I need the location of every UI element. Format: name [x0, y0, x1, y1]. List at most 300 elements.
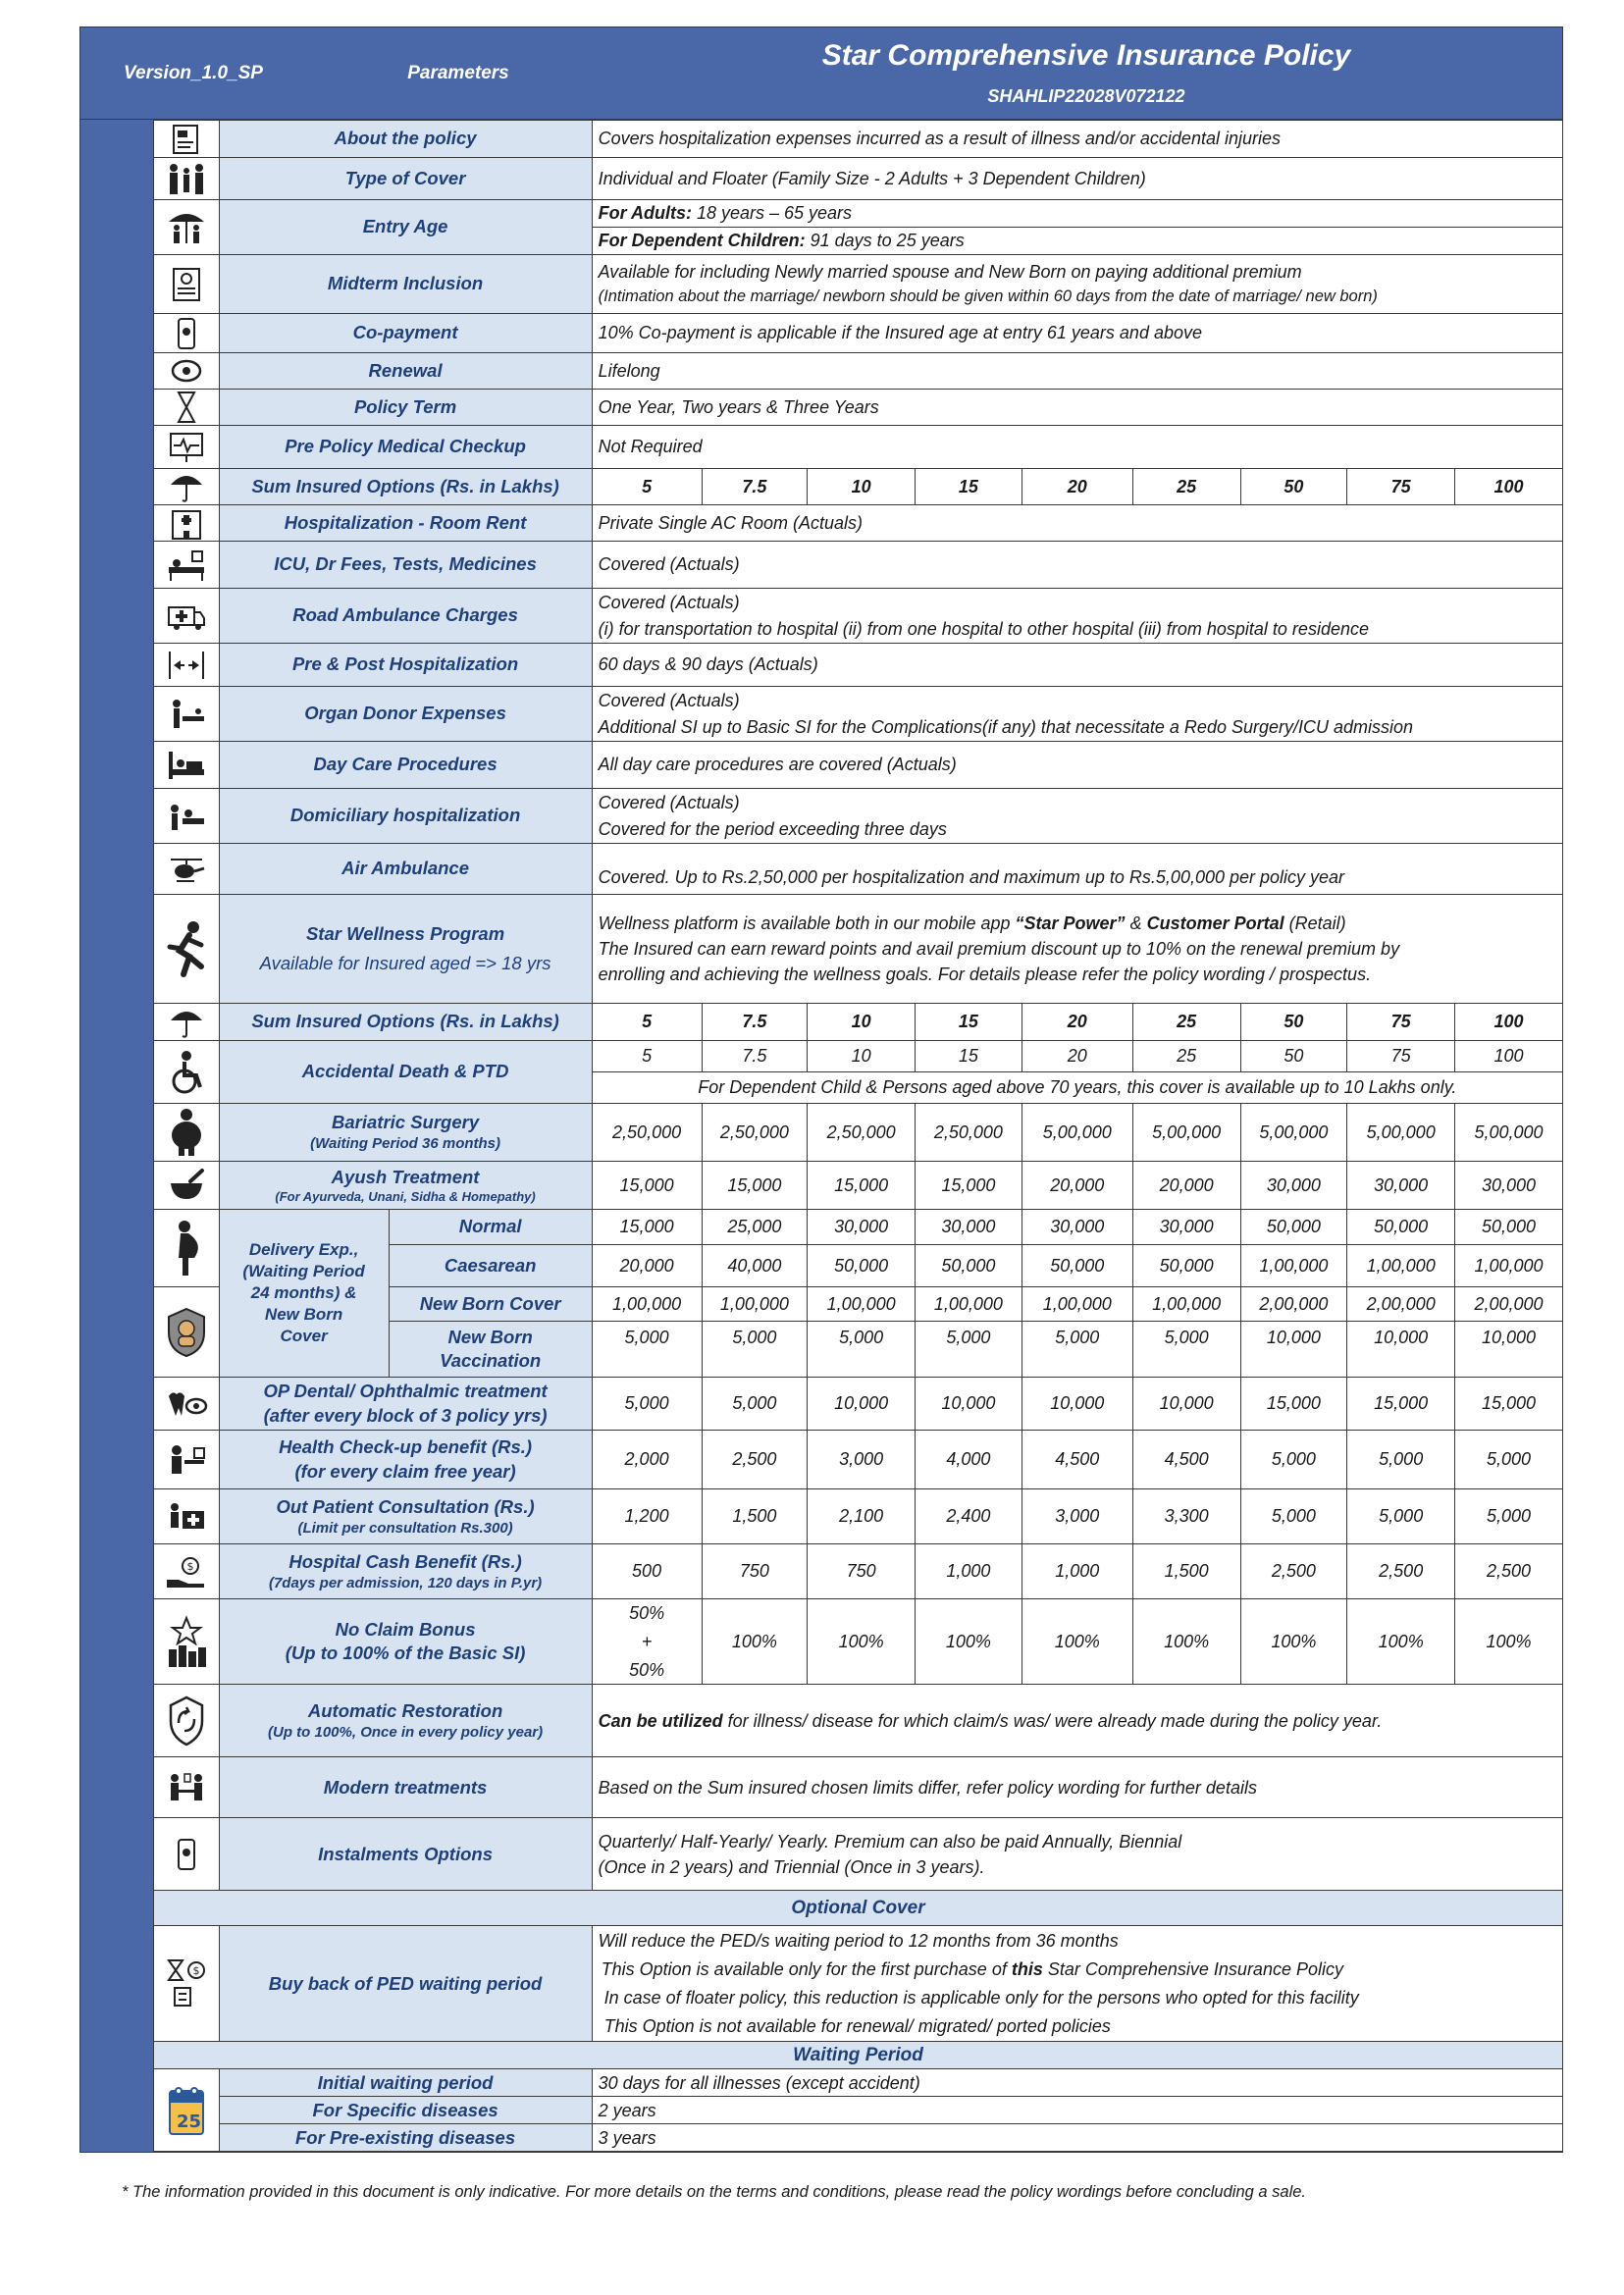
newborn-cover-value: 2,00,000 — [1347, 1287, 1455, 1322]
si-header-cell: 50 — [1240, 469, 1347, 505]
op-dental-value: 10,000 — [1132, 1378, 1240, 1431]
row-copay — [154, 314, 1563, 353]
hourglass-icon — [165, 390, 208, 425]
opd-value: 3,000 — [1022, 1489, 1132, 1544]
op-dental-value: 10,000 — [916, 1378, 1022, 1431]
ncb-first-l1: 50% — [629, 1603, 665, 1623]
newborn-cover-value: 1,00,000 — [808, 1287, 916, 1322]
restoration-text-cell — [592, 1685, 1562, 1757]
si-header-cell: 25 — [1132, 469, 1240, 505]
pregnant-woman-icon — [165, 1219, 208, 1278]
row-delivery-normal — [154, 1210, 1563, 1245]
accidental-value: 5 — [592, 1041, 702, 1072]
health-checkup-value: 4,500 — [1022, 1431, 1132, 1489]
hospital-cash-value: 2,500 — [1347, 1544, 1455, 1599]
ayush-value: 15,000 — [702, 1162, 808, 1210]
row-buy-back-ped — [154, 1926, 1563, 2042]
opd-value: 1,500 — [702, 1489, 808, 1544]
normal-value: 50,000 — [1240, 1210, 1347, 1245]
opd-label-cell — [219, 1489, 592, 1544]
customer-portal: Customer Portal — [1146, 913, 1284, 933]
doctor-consult-icon — [165, 1442, 208, 1478]
ncb-value: 100% — [1455, 1599, 1563, 1685]
si-header-cell: 50 — [1240, 1004, 1347, 1041]
cash-hand-icon — [165, 1554, 208, 1590]
caesarean-value: 50,000 — [916, 1245, 1022, 1287]
ncb-label2: (Up to 100% of the Basic SI) — [285, 1643, 526, 1664]
wellness-line2: The Insured can earn reward points and avail premium discount up to 10% on the renewal premium by — [598, 938, 1400, 959]
instalments-cell — [592, 1818, 1562, 1891]
vaccination-value: 5,000 — [592, 1322, 702, 1378]
row-sum-insured-2 — [154, 1004, 1563, 1041]
air-ambulance-text: Covered. Up to Rs.2,50,000 per hospitalization and maximum up to Rs.5,00,000 per policy year — [592, 844, 1562, 895]
newborn-cover-label: New Born Cover — [389, 1287, 592, 1322]
policy-uin: SHAHLIP22028V072122 — [987, 86, 1185, 106]
buy-back-label: Buy back of PED waiting period — [219, 1926, 592, 2042]
policy-document — [79, 26, 1563, 2153]
op-dental-value: 15,000 — [1240, 1378, 1347, 1431]
initial-waiting-value: 30 days for all illnesses (except accident) — [592, 2069, 1562, 2097]
row-term — [154, 390, 1563, 426]
instalments-text2: (Once in 2 years) and Triennial (Once in 3 years). — [598, 1856, 985, 1877]
domiciliary-cell — [592, 789, 1562, 844]
accidental-label: Accidental Death & PTD — [219, 1041, 592, 1104]
si-header-cell: 20 — [1022, 469, 1132, 505]
adults-value: 18 years – 65 years — [691, 203, 853, 224]
sum-insured-label-1: Sum Insured Options (Rs. in Lakhs) — [219, 469, 592, 505]
delivery-label-l3: 24 months) & — [250, 1282, 357, 1302]
certificate-icon — [165, 267, 208, 302]
op-dental-value: 5,000 — [702, 1378, 808, 1431]
op-dental-value: 10,000 — [808, 1378, 916, 1431]
hospital-cash-value: 750 — [702, 1544, 808, 1599]
accidental-value: 7.5 — [702, 1041, 808, 1072]
bariatric-value: 2,50,000 — [702, 1104, 808, 1162]
home-care-icon — [165, 799, 208, 834]
vaccination-value: 5,000 — [808, 1322, 916, 1378]
op-dental-label-cell — [219, 1378, 592, 1431]
row-room-rent — [154, 505, 1563, 542]
ayush-value: 30,000 — [1455, 1162, 1563, 1210]
children-value: 91 days to 25 years — [805, 231, 965, 251]
newborn-cover-value: 1,00,000 — [592, 1287, 702, 1322]
bariatric-value: 5,00,000 — [1132, 1104, 1240, 1162]
restoration-label: Automatic Restoration — [307, 1700, 503, 1722]
ncb-first-l3: 50% — [629, 1659, 665, 1680]
row-air-ambulance — [154, 844, 1563, 895]
hospital-cash-value: 1,000 — [1022, 1544, 1132, 1599]
domiciliary-text1: Covered (Actuals) — [598, 793, 740, 813]
newborn-cover-value: 1,00,000 — [1132, 1287, 1240, 1322]
buy-back-cell — [592, 1926, 1562, 2042]
ncb-value: 100% — [1022, 1599, 1132, 1685]
organ-donor-text1: Covered (Actuals) — [598, 691, 740, 711]
health-checkup-value: 4,000 — [916, 1431, 1022, 1489]
specific-diseases-label: For Specific diseases — [219, 2097, 592, 2124]
newborn-cover-value: 2,00,000 — [1455, 1287, 1563, 1322]
bariatric-value: 2,50,000 — [592, 1104, 702, 1162]
ayush-value: 15,000 — [916, 1162, 1022, 1210]
normal-value: 30,000 — [916, 1210, 1022, 1245]
copay-text: 10% Co-payment is applicable if the Insured age at entry 61 years and above — [592, 314, 1562, 353]
bariatric-label-cell — [219, 1104, 592, 1162]
accidental-value: 25 — [1132, 1041, 1240, 1072]
caesarean-value: 1,00,000 — [1240, 1245, 1347, 1287]
si-header-cell: 100 — [1455, 469, 1563, 505]
vaccination-value: 5,000 — [1132, 1322, 1240, 1378]
arrows-both-ways-icon — [165, 648, 208, 683]
caesarean-value: 50,000 — [808, 1245, 916, 1287]
caesarean-value: 20,000 — [592, 1245, 702, 1287]
about-text: Covers hospitalization expenses incurred as a result of illness and/or accidental injuries — [592, 121, 1562, 158]
adults-label: For Adults: — [598, 203, 692, 224]
normal-value: 25,000 — [702, 1210, 808, 1245]
hospital-cash-value: 750 — [808, 1544, 916, 1599]
normal-value: 30,000 — [808, 1210, 916, 1245]
hospital-cash-value: 2,500 — [1455, 1544, 1563, 1599]
star-power-app: “Star Power” — [1015, 913, 1126, 933]
row-cover-type — [154, 158, 1563, 200]
vaccination-value: 10,000 — [1347, 1322, 1455, 1378]
term-text: One Year, Two years & Three Years — [592, 390, 1562, 426]
checkup-label: Pre Policy Medical Checkup — [219, 426, 592, 469]
mobile-payment-icon — [165, 1837, 208, 1872]
si-header-cell: 7.5 — [702, 469, 808, 505]
row-specific-diseases — [154, 2097, 1563, 2124]
hospital-cash-value: 1,500 — [1132, 1544, 1240, 1599]
vaccination-value: 10,000 — [1240, 1322, 1347, 1378]
road-ambulance-label: Road Ambulance Charges — [219, 589, 592, 644]
row-pre-post — [154, 644, 1563, 687]
caesarean-value: 1,00,000 — [1455, 1245, 1563, 1287]
ayush-value: 20,000 — [1132, 1162, 1240, 1210]
ayush-value: 15,000 — [592, 1162, 702, 1210]
ncb-label-cell — [219, 1599, 592, 1685]
si-header-cell: 10 — [808, 1004, 916, 1041]
pre-post-text: 60 days & 90 days (Actuals) — [592, 644, 1562, 687]
family-icon — [165, 161, 208, 196]
wellness-cell — [592, 895, 1562, 1004]
opd-value: 2,100 — [808, 1489, 916, 1544]
row-checkup — [154, 426, 1563, 469]
buy-back-line3: In case of floater policy, this reduction is applicable only for the persons who opted for this facility — [603, 1987, 1359, 2008]
accidental-value: 15 — [916, 1041, 1022, 1072]
ayush-value: 15,000 — [808, 1162, 916, 1210]
opd-value: 2,400 — [916, 1489, 1022, 1544]
restoration-label-cell — [219, 1685, 592, 1757]
health-checkup-label-cell — [219, 1431, 592, 1489]
row-modern — [154, 1757, 1563, 1818]
ncb-label: No Claim Bonus — [335, 1619, 476, 1641]
health-checkup-value: 2,000 — [592, 1431, 702, 1489]
waiting-period-section-label: Waiting Period — [154, 2042, 1563, 2069]
icu-bed-icon — [165, 548, 208, 583]
row-pre-existing — [154, 2124, 1563, 2152]
renewal-label: Renewal — [219, 353, 592, 390]
row-health-checkup — [154, 1431, 1563, 1489]
entry-age-label: Entry Age — [219, 200, 592, 255]
domiciliary-label: Domiciliary hospitalization — [219, 789, 592, 844]
ncb-first-l2: + — [641, 1631, 653, 1651]
renew-cycle-icon — [165, 353, 208, 389]
tooth-eye-icon — [165, 1386, 208, 1422]
buy-back-line2 — [599, 1956, 1556, 1984]
normal-value: 15,000 — [592, 1210, 702, 1245]
domiciliary-text2: Covered for the period exceeding three days — [598, 818, 947, 839]
newborn-cover-value: 1,00,000 — [916, 1287, 1022, 1322]
pre-existing-value: 3 years — [592, 2124, 1562, 2152]
wellness-line1-e: (Retail) — [1283, 913, 1346, 933]
wellness-line1 — [599, 911, 1556, 936]
policy-title: Star Comprehensive Insurance Policy — [821, 39, 1351, 72]
row-opd — [154, 1489, 1563, 1544]
restoration-sublabel: (Up to 100%, Once in every policy year) — [268, 1724, 544, 1742]
accidental-value: 20 — [1022, 1041, 1132, 1072]
row-instalments — [154, 1818, 1563, 1891]
bonus-city-icon — [165, 1614, 208, 1669]
health-checkup-label: Health Check-up benefit (Rs.) — [279, 1436, 533, 1458]
wellness-sublabel: Available for Insured aged => 18 yrs — [259, 953, 551, 973]
accidental-note: For Dependent Child & Persons aged above 70 years, this cover is available up to 10 Lakhs only. — [592, 1072, 1562, 1104]
ncb-first-value — [592, 1599, 702, 1685]
row-initial-waiting — [154, 2069, 1563, 2097]
svg-text:$: $ — [186, 1559, 194, 1573]
si-header-cell: 7.5 — [702, 1004, 808, 1041]
row-ayush — [154, 1162, 1563, 1210]
footnote: * The information provided in this document is only indicative. For more details on the terms and conditions, please read the policy wordings before concluding a sale. — [122, 2183, 1306, 2201]
svg-text:$: $ — [192, 1963, 200, 1977]
ambulance-icon — [165, 599, 208, 634]
buy-back-line2-c: Star Comprehensive Insurance Policy — [1042, 1959, 1343, 1980]
runner-icon — [160, 917, 213, 980]
accidental-value: 50 — [1240, 1041, 1347, 1072]
opd-value: 5,000 — [1455, 1489, 1563, 1544]
ayush-sublabel: (For Ayurveda, Unani, Sidha & Homepathy) — [275, 1188, 536, 1204]
row-road-ambulance — [154, 589, 1563, 644]
normal-value: 50,000 — [1347, 1210, 1455, 1245]
hospital-cash-label: Hospital Cash Benefit (Rs.) — [288, 1550, 522, 1572]
day-care-bed-icon — [165, 748, 208, 783]
opd-value: 5,000 — [1347, 1489, 1455, 1544]
road-ambulance-text2: (i) for transportation to hospital (ii) from one hospital to other hospital (iii) from hospital to residence — [598, 618, 1369, 639]
health-checkup-value: 5,000 — [1240, 1431, 1347, 1489]
mobile-payment-icon — [165, 316, 208, 351]
specific-diseases-value: 2 years — [592, 2097, 1562, 2124]
midterm-text-cell — [592, 255, 1562, 314]
newborn-cover-value: 2,00,000 — [1240, 1287, 1347, 1322]
ncb-value: 100% — [702, 1599, 808, 1685]
helicopter-icon — [165, 852, 208, 887]
about-label: About the policy — [219, 121, 592, 158]
vaccination-value: 5,000 — [1022, 1322, 1132, 1378]
delivery-label-l1: Delivery Exp., — [248, 1239, 359, 1259]
organ-donor-cell — [592, 687, 1562, 742]
caesarean-label: Caesarean — [389, 1245, 592, 1287]
newborn-cover-value: 1,00,000 — [702, 1287, 808, 1322]
bariatric-value: 5,00,000 — [1455, 1104, 1563, 1162]
op-dental-value: 10,000 — [1022, 1378, 1132, 1431]
restoration-bold: Can be utilized — [598, 1710, 723, 1731]
header-bar — [79, 26, 1563, 120]
instalments-text1: Quarterly/ Half-Yearly/ Yearly. Premium can also be paid Annually, Biennial — [598, 1831, 1182, 1852]
icu-text: Covered (Actuals) — [592, 542, 1562, 589]
hospital-cash-value: 1,000 — [916, 1544, 1022, 1599]
hospital-cash-sublabel: (7days per admission, 120 days in P.yr) — [268, 1574, 543, 1591]
op-dental-value: 15,000 — [1347, 1378, 1455, 1431]
row-day-care — [154, 742, 1563, 789]
row-optional-cover-header — [154, 1891, 1563, 1926]
delivery-label-l4: New Born — [264, 1305, 343, 1325]
wellness-label-cell — [219, 895, 592, 1004]
ncb-value: 100% — [1240, 1599, 1347, 1685]
midterm-note: (Intimation about the marriage/ newborn should be given within 60 days from the date of marriage/ new born) — [598, 287, 1378, 305]
row-midterm — [154, 255, 1563, 314]
hospital-cash-value: 2,500 — [1240, 1544, 1347, 1599]
cover-type-label: Type of Cover — [219, 158, 592, 200]
caesarean-value: 50,000 — [1132, 1245, 1240, 1287]
buy-back-line2-a: This Option is available only for the first purchase of — [601, 1959, 1012, 1980]
hospital-cash-label-cell — [219, 1544, 592, 1599]
entry-age-children — [592, 228, 1562, 255]
umbrella-icon — [165, 1005, 208, 1040]
normal-value: 50,000 — [1455, 1210, 1563, 1245]
optional-cover-section-label: Optional Cover — [154, 1891, 1563, 1926]
si-header-cell: 25 — [1132, 1004, 1240, 1041]
op-dental-label: OP Dental/ Ophthalmic treatment — [263, 1381, 548, 1402]
opd-value: 1,200 — [592, 1489, 702, 1544]
ncb-value: 100% — [808, 1599, 916, 1685]
si-header-cell: 15 — [916, 1004, 1022, 1041]
row-entry-age-adults — [154, 200, 1563, 228]
day-care-text: All day care procedures are covered (Actuals) — [592, 742, 1562, 789]
bariatric-value: 5,00,000 — [1022, 1104, 1132, 1162]
row-accidental — [154, 1041, 1563, 1072]
row-about — [154, 121, 1563, 158]
calendar-25-icon — [165, 2081, 208, 2140]
opd-label: Out Patient Consultation (Rs.) — [276, 1495, 535, 1517]
normal-value: 30,000 — [1132, 1210, 1240, 1245]
opd-sublabel: (Limit per consultation Rs.300) — [297, 1519, 513, 1537]
delivery-label-cell — [219, 1210, 389, 1378]
accidental-value: 75 — [1347, 1041, 1455, 1072]
icu-label: ICU, Dr Fees, Tests, Medicines — [219, 542, 592, 589]
bariatric-sublabel: (Waiting Period 36 months) — [310, 1135, 501, 1153]
midterm-text: Available for including Newly married spouse and New Born on paying additional premium — [598, 262, 1302, 283]
vaccination-value: 5,000 — [702, 1322, 808, 1378]
row-restoration — [154, 1685, 1563, 1757]
initial-waiting-label: Initial waiting period — [219, 2069, 592, 2097]
restore-shield-icon — [165, 1694, 208, 1748]
hospital-building-icon — [165, 505, 208, 541]
ncb-value: 100% — [916, 1599, 1022, 1685]
cover-type-text: Individual and Floater (Family Size - 2 Adults + 3 Dependent Children) — [592, 158, 1562, 200]
opd-value: 3,300 — [1132, 1489, 1240, 1544]
row-domiciliary — [154, 789, 1563, 844]
modern-label: Modern treatments — [219, 1757, 592, 1818]
policy-title-block — [610, 27, 1562, 119]
vaccination-value: 10,000 — [1455, 1322, 1563, 1378]
accidental-value: 100 — [1455, 1041, 1563, 1072]
row-organ-donor — [154, 687, 1563, 742]
op-dental-value: 5,000 — [592, 1378, 702, 1431]
instalments-label: Instalments Options — [219, 1818, 592, 1891]
vaccination-label-cell — [389, 1322, 592, 1378]
mortar-pestle-icon — [165, 1168, 208, 1203]
term-label: Policy Term — [219, 390, 592, 426]
row-op-dental — [154, 1378, 1563, 1431]
time-money-icon — [165, 1956, 208, 2011]
parameters-label: Parameters — [407, 62, 509, 83]
si-header-cell: 5 — [592, 469, 702, 505]
renewal-text: Lifelong — [592, 353, 1562, 390]
row-sum-insured-1 — [154, 469, 1563, 505]
ayush-value: 30,000 — [1347, 1162, 1455, 1210]
ayush-label: Ayush Treatment — [331, 1166, 480, 1187]
row-bariatric — [154, 1104, 1563, 1162]
delivery-label-l5: Cover — [280, 1327, 328, 1346]
row-icu — [154, 542, 1563, 589]
organ-donor-text2: Additional SI up to Basic SI for the Complications(if any) that necessitate a Redo Surgery/ICU admission — [598, 716, 1414, 737]
health-checkup-value: 4,500 — [1132, 1431, 1240, 1489]
wellness-line1-c: & — [1125, 913, 1147, 933]
accidental-value: 10 — [808, 1041, 916, 1072]
air-ambulance-label: Air Ambulance — [219, 844, 592, 895]
bariatric-label: Bariatric Surgery — [332, 1112, 480, 1133]
buy-back-line1: Will reduce the PED/s waiting period to 12 months from 36 months — [598, 1931, 1119, 1952]
bariatric-value: 5,00,000 — [1240, 1104, 1347, 1162]
modern-text: Based on the Sum insured chosen limits differ, refer policy wording for further details — [592, 1757, 1562, 1818]
op-dental-value: 15,000 — [1455, 1378, 1563, 1431]
policy-table — [153, 120, 1563, 2152]
health-checkup-value: 5,000 — [1347, 1431, 1455, 1489]
organ-donor-label: Organ Donor Expenses — [219, 687, 592, 742]
health-checkup-value: 3,000 — [808, 1431, 916, 1489]
ncb-value: 100% — [1347, 1599, 1455, 1685]
version-label: Version_1.0_SP — [124, 62, 263, 83]
brochure-icon — [165, 122, 208, 157]
hospital-cash-value: 500 — [592, 1544, 702, 1599]
family-under-umbrella-icon — [165, 210, 208, 245]
pre-existing-label: For Pre-existing diseases — [219, 2124, 592, 2152]
wellness-line3: enrolling and achieving the wellness goals. For details please refer the policy wording / prospectus. — [598, 965, 1372, 985]
wellness-label: Star Wellness Program — [305, 922, 505, 944]
delivery-label-l2: (Waiting Period — [242, 1261, 365, 1280]
normal-value: 30,000 — [1022, 1210, 1132, 1245]
midterm-label: Midterm Inclusion — [219, 255, 592, 314]
road-ambulance-text1: Covered (Actuals) — [598, 593, 740, 613]
op-dental-label2: (after every block of 3 policy yrs) — [263, 1404, 548, 1426]
medical-kit-icon — [165, 1499, 208, 1535]
medical-monitor-icon — [165, 430, 208, 465]
wheelchair-icon — [165, 1050, 208, 1095]
si-header-cell: 5 — [592, 1004, 702, 1041]
si-header-cell: 15 — [916, 469, 1022, 505]
normal-label: Normal — [389, 1210, 592, 1245]
bariatric-value: 2,50,000 — [808, 1104, 916, 1162]
si-header-cell: 75 — [1347, 1004, 1455, 1041]
si-header-cell: 100 — [1455, 1004, 1563, 1041]
health-checkup-value: 2,500 — [702, 1431, 808, 1489]
ayush-value: 30,000 — [1240, 1162, 1347, 1210]
ayush-value: 20,000 — [1022, 1162, 1132, 1210]
ncb-value: 100% — [1132, 1599, 1240, 1685]
caesarean-value: 50,000 — [1022, 1245, 1132, 1287]
copay-label: Co-payment — [219, 314, 592, 353]
caesarean-value: 1,00,000 — [1347, 1245, 1455, 1287]
wellness-line1-a: Wellness platform is available both in our mobile app — [598, 913, 1016, 933]
row-renewal — [154, 353, 1563, 390]
calendar-number: 25 — [176, 2111, 201, 2132]
